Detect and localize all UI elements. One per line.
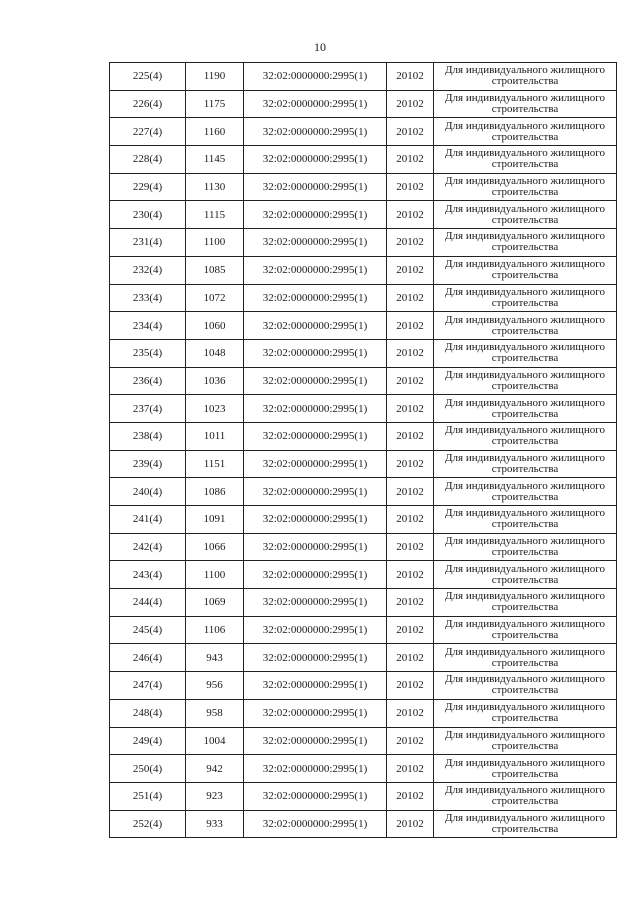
purpose-line-2: строительства	[491, 490, 559, 503]
purpose-line-1: Для индивидуального жилищного	[445, 451, 605, 464]
code-cell: 20102	[387, 727, 434, 755]
area-cell: 1048	[186, 339, 244, 367]
area-cell: 958	[186, 699, 244, 727]
purpose-line-1: Для индивидуального жилищного	[445, 258, 605, 271]
cadastral-number-cell: 32:02:0000000:2995(1)	[244, 450, 387, 478]
purpose-line-1: Для индивидуального жилищного	[445, 202, 605, 215]
area-cell: 1036	[186, 367, 244, 395]
cadastral-number-cell: 32:02:0000000:2995(1)	[244, 755, 387, 783]
code-cell: 20102	[387, 173, 434, 201]
table-row	[110, 533, 617, 561]
plot-number-cell: 232(4)	[110, 256, 186, 284]
cadastral-number-cell: 32:02:0000000:2995(1)	[244, 284, 387, 312]
plot-number-cell: 230(4)	[110, 201, 186, 229]
purpose-line-2: строительства	[491, 601, 559, 614]
table-row	[110, 284, 617, 312]
area-cell: 1060	[186, 312, 244, 340]
purpose-cell	[434, 339, 617, 367]
purpose-line-1: Для индивидуального жилищного	[445, 396, 605, 409]
purpose-line-2: строительства	[491, 462, 559, 475]
code-cell: 20102	[387, 146, 434, 174]
page-number: 10	[314, 40, 326, 54]
purpose-cell	[434, 589, 617, 617]
purpose-line-2: строительства	[491, 352, 559, 365]
area-cell: 1011	[186, 422, 244, 450]
purpose-line-1: Для индивидуального жилищного	[445, 784, 605, 797]
purpose-line-2: строительства	[491, 767, 559, 780]
plot-number-cell: 229(4)	[110, 173, 186, 201]
area-cell: 1100	[186, 229, 244, 257]
code-cell: 20102	[387, 699, 434, 727]
table-row	[110, 90, 617, 118]
purpose-line-1: Для индивидуального жилищного	[445, 645, 605, 658]
table-row	[110, 229, 617, 257]
purpose-line-1: Для индивидуального жилищного	[445, 341, 605, 354]
area-cell: 1100	[186, 561, 244, 589]
purpose-line-1: Для индивидуального жилищного	[445, 756, 605, 769]
plot-number-cell: 252(4)	[110, 810, 186, 838]
area-cell: 1106	[186, 616, 244, 644]
purpose-line-2: строительства	[491, 75, 559, 88]
purpose-line-2: строительства	[491, 324, 559, 337]
plot-number-cell: 226(4)	[110, 90, 186, 118]
purpose-line-1: Для индивидуального жилищного	[445, 479, 605, 492]
plot-number-cell: 225(4)	[110, 63, 186, 91]
purpose-line-1: Для индивидуального жилищного	[445, 673, 605, 686]
purpose-line-2: строительства	[491, 629, 559, 642]
purpose-line-2: строительства	[491, 158, 559, 171]
purpose-cell	[434, 561, 617, 589]
plot-number-cell: 250(4)	[110, 755, 186, 783]
cadastral-number-cell: 32:02:0000000:2995(1)	[244, 644, 387, 672]
plot-number-cell: 244(4)	[110, 589, 186, 617]
purpose-line-1: Для индивидуального жилищного	[445, 424, 605, 437]
code-cell: 20102	[387, 312, 434, 340]
purpose-cell	[434, 616, 617, 644]
table-row	[110, 755, 617, 783]
plot-number-cell: 248(4)	[110, 699, 186, 727]
purpose-cell	[434, 367, 617, 395]
purpose-line-1: Для индивидуального жилищного	[445, 701, 605, 714]
plot-number-cell: 247(4)	[110, 672, 186, 700]
area-cell: 1115	[186, 201, 244, 229]
area-cell: 943	[186, 644, 244, 672]
purpose-cell	[434, 506, 617, 534]
plot-number-cell: 231(4)	[110, 229, 186, 257]
area-cell: 1190	[186, 63, 244, 91]
purpose-line-2: строительства	[491, 241, 559, 254]
cadastral-number-cell: 32:02:0000000:2995(1)	[244, 229, 387, 257]
code-cell: 20102	[387, 229, 434, 257]
code-cell: 20102	[387, 672, 434, 700]
purpose-line-1: Для индивидуального жилищного	[445, 313, 605, 326]
code-cell: 20102	[387, 506, 434, 534]
table-row	[110, 339, 617, 367]
cadastral-number-cell: 32:02:0000000:2995(1)	[244, 699, 387, 727]
table-row	[110, 367, 617, 395]
plot-number-cell: 236(4)	[110, 367, 186, 395]
purpose-line-1: Для индивидуального жилищного	[445, 590, 605, 603]
table-row	[110, 589, 617, 617]
plot-number-cell: 251(4)	[110, 782, 186, 810]
plot-number-cell: 243(4)	[110, 561, 186, 589]
cadastral-number-cell: 32:02:0000000:2995(1)	[244, 533, 387, 561]
area-cell: 1145	[186, 146, 244, 174]
purpose-cell	[434, 810, 617, 838]
cadastral-number-cell: 32:02:0000000:2995(1)	[244, 367, 387, 395]
code-cell: 20102	[387, 339, 434, 367]
table-body	[110, 63, 617, 838]
purpose-cell	[434, 229, 617, 257]
area-cell: 1091	[186, 506, 244, 534]
purpose-cell	[434, 395, 617, 423]
purpose-cell	[434, 782, 617, 810]
table-row	[110, 782, 617, 810]
code-cell: 20102	[387, 90, 434, 118]
cadastral-number-cell: 32:02:0000000:2995(1)	[244, 478, 387, 506]
purpose-line-1: Для индивидуального жилищного	[445, 562, 605, 575]
table-row	[110, 450, 617, 478]
cadastral-number-cell: 32:02:0000000:2995(1)	[244, 256, 387, 284]
purpose-cell	[434, 644, 617, 672]
table-row	[110, 506, 617, 534]
purpose-line-2: строительства	[491, 296, 559, 309]
area-cell: 956	[186, 672, 244, 700]
cadastral-number-cell: 32:02:0000000:2995(1)	[244, 146, 387, 174]
purpose-line-1: Для индивидуального жилищного	[445, 618, 605, 631]
code-cell: 20102	[387, 782, 434, 810]
area-cell: 1086	[186, 478, 244, 506]
land-plot-table	[109, 62, 617, 838]
cadastral-number-cell: 32:02:0000000:2995(1)	[244, 561, 387, 589]
purpose-cell	[434, 533, 617, 561]
area-cell: 1004	[186, 727, 244, 755]
cadastral-number-cell: 32:02:0000000:2995(1)	[244, 589, 387, 617]
purpose-line-1: Для индивидуального жилищного	[445, 175, 605, 188]
table-row	[110, 201, 617, 229]
code-cell: 20102	[387, 201, 434, 229]
purpose-cell	[434, 63, 617, 91]
code-cell: 20102	[387, 395, 434, 423]
area-cell: 942	[186, 755, 244, 783]
plot-number-cell: 235(4)	[110, 339, 186, 367]
plot-number-cell: 240(4)	[110, 478, 186, 506]
table-row	[110, 672, 617, 700]
purpose-cell	[434, 672, 617, 700]
plot-number-cell: 228(4)	[110, 146, 186, 174]
plot-number-cell: 245(4)	[110, 616, 186, 644]
code-cell: 20102	[387, 810, 434, 838]
plot-number-cell: 246(4)	[110, 644, 186, 672]
code-cell: 20102	[387, 284, 434, 312]
purpose-cell	[434, 284, 617, 312]
cadastral-number-cell: 32:02:0000000:2995(1)	[244, 90, 387, 118]
purpose-cell	[434, 422, 617, 450]
area-cell: 1160	[186, 118, 244, 146]
purpose-line-2: строительства	[491, 186, 559, 199]
purpose-cell	[434, 118, 617, 146]
purpose-line-2: строительства	[491, 656, 559, 669]
purpose-line-1: Для индивидуального жилищного	[445, 507, 605, 520]
purpose-cell	[434, 201, 617, 229]
table-row	[110, 810, 617, 838]
code-cell: 20102	[387, 533, 434, 561]
purpose-line-1: Для индивидуального жилищного	[445, 119, 605, 132]
plot-number-cell: 241(4)	[110, 506, 186, 534]
plot-number-cell: 239(4)	[110, 450, 186, 478]
plot-number-cell: 242(4)	[110, 533, 186, 561]
purpose-line-2: строительства	[491, 103, 559, 116]
code-cell: 20102	[387, 561, 434, 589]
purpose-line-2: строительства	[491, 795, 559, 808]
purpose-line-2: строительства	[491, 407, 559, 420]
table-row	[110, 118, 617, 146]
purpose-cell	[434, 312, 617, 340]
code-cell: 20102	[387, 755, 434, 783]
cadastral-number-cell: 32:02:0000000:2995(1)	[244, 395, 387, 423]
area-cell: 1085	[186, 256, 244, 284]
purpose-line-2: строительства	[491, 379, 559, 392]
area-cell: 1069	[186, 589, 244, 617]
table-row	[110, 699, 617, 727]
table-row	[110, 395, 617, 423]
purpose-cell	[434, 755, 617, 783]
purpose-line-2: строительства	[491, 573, 559, 586]
code-cell: 20102	[387, 644, 434, 672]
cadastral-number-cell: 32:02:0000000:2995(1)	[244, 506, 387, 534]
code-cell: 20102	[387, 422, 434, 450]
purpose-line-2: строительства	[491, 435, 559, 448]
cadastral-number-cell: 32:02:0000000:2995(1)	[244, 616, 387, 644]
table-row	[110, 312, 617, 340]
purpose-line-1: Для индивидуального жилищного	[445, 230, 605, 243]
area-cell: 1066	[186, 533, 244, 561]
purpose-line-2: строительства	[491, 546, 559, 559]
cadastral-number-cell: 32:02:0000000:2995(1)	[244, 339, 387, 367]
purpose-cell	[434, 90, 617, 118]
code-cell: 20102	[387, 616, 434, 644]
cadastral-number-cell: 32:02:0000000:2995(1)	[244, 63, 387, 91]
area-cell: 1130	[186, 173, 244, 201]
purpose-line-1: Для индивидуального жилищного	[445, 811, 605, 824]
table-row	[110, 63, 617, 91]
purpose-line-2: строительства	[491, 739, 559, 752]
purpose-cell	[434, 146, 617, 174]
purpose-line-2: строительства	[491, 269, 559, 282]
plot-number-cell: 238(4)	[110, 422, 186, 450]
area-cell: 1023	[186, 395, 244, 423]
cadastral-number-cell: 32:02:0000000:2995(1)	[244, 312, 387, 340]
table-row	[110, 644, 617, 672]
purpose-cell	[434, 256, 617, 284]
cadastral-number-cell: 32:02:0000000:2995(1)	[244, 727, 387, 755]
code-cell: 20102	[387, 450, 434, 478]
purpose-line-2: строительства	[491, 712, 559, 725]
table-row	[110, 478, 617, 506]
purpose-line-1: Для индивидуального жилищного	[445, 368, 605, 381]
table-row	[110, 146, 617, 174]
cadastral-number-cell: 32:02:0000000:2995(1)	[244, 422, 387, 450]
code-cell: 20102	[387, 478, 434, 506]
purpose-line-1: Для индивидуального жилищного	[445, 92, 605, 105]
purpose-line-2: строительства	[491, 213, 559, 226]
code-cell: 20102	[387, 367, 434, 395]
area-cell: 923	[186, 782, 244, 810]
plot-number-cell: 234(4)	[110, 312, 186, 340]
table-row	[110, 616, 617, 644]
cadastral-number-cell: 32:02:0000000:2995(1)	[244, 173, 387, 201]
code-cell: 20102	[387, 118, 434, 146]
cadastral-number-cell: 32:02:0000000:2995(1)	[244, 810, 387, 838]
purpose-line-1: Для индивидуального жилищного	[445, 64, 605, 77]
plot-number-cell: 249(4)	[110, 727, 186, 755]
plot-number-cell: 233(4)	[110, 284, 186, 312]
plot-number-cell: 227(4)	[110, 118, 186, 146]
code-cell: 20102	[387, 589, 434, 617]
code-cell: 20102	[387, 256, 434, 284]
plot-number-cell: 237(4)	[110, 395, 186, 423]
purpose-line-2: строительства	[491, 130, 559, 143]
table-row	[110, 561, 617, 589]
area-cell: 1072	[186, 284, 244, 312]
purpose-cell	[434, 450, 617, 478]
code-cell: 20102	[387, 63, 434, 91]
purpose-line-2: строительства	[491, 684, 559, 697]
table-row	[110, 173, 617, 201]
purpose-line-1: Для индивидуального жилищного	[445, 535, 605, 548]
area-cell: 933	[186, 810, 244, 838]
purpose-line-2: строительства	[491, 822, 559, 835]
purpose-line-2: строительства	[491, 518, 559, 531]
purpose-cell	[434, 173, 617, 201]
purpose-cell	[434, 699, 617, 727]
cadastral-number-cell: 32:02:0000000:2995(1)	[244, 118, 387, 146]
purpose-line-1: Для индивидуального жилищного	[445, 728, 605, 741]
cadastral-number-cell: 32:02:0000000:2995(1)	[244, 672, 387, 700]
cadastral-number-cell: 32:02:0000000:2995(1)	[244, 782, 387, 810]
table-row	[110, 256, 617, 284]
table-row	[110, 727, 617, 755]
purpose-cell	[434, 478, 617, 506]
area-cell: 1151	[186, 450, 244, 478]
area-cell: 1175	[186, 90, 244, 118]
purpose-line-1: Для индивидуального жилищного	[445, 285, 605, 298]
cadastral-number-cell: 32:02:0000000:2995(1)	[244, 201, 387, 229]
table-row	[110, 422, 617, 450]
purpose-cell	[434, 727, 617, 755]
purpose-line-1: Для индивидуального жилищного	[445, 147, 605, 160]
